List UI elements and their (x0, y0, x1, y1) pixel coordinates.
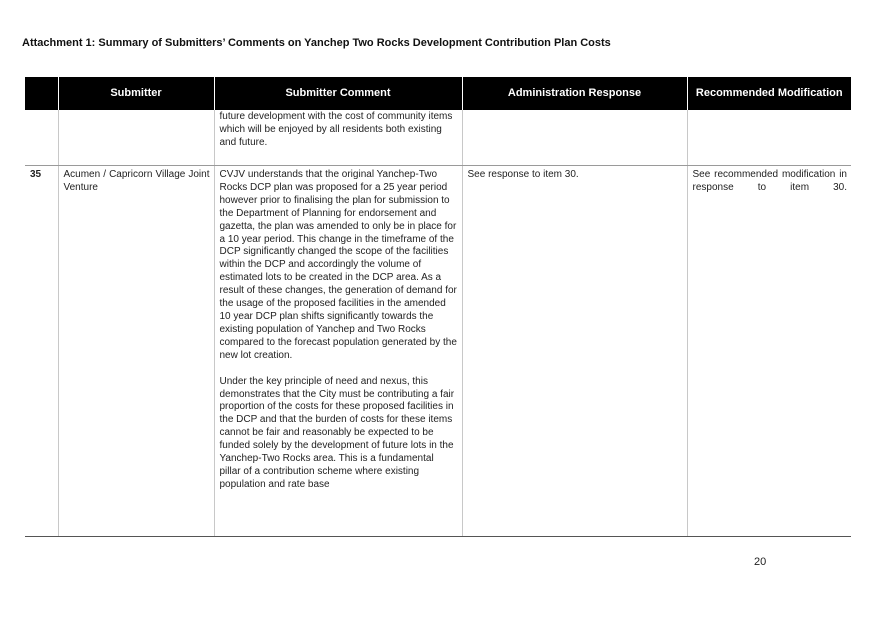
comment-paragraph: future development with the cost of community items which will be enjoyed by all residents both existing and future. (219, 111, 453, 148)
page-title: Attachment 1: Summary of Submitters’ Comments on Yanchep Two Rocks Development Contribution Plan Costs (22, 37, 611, 49)
item-number: 35 (25, 166, 58, 537)
header-administration-response: Administration Response (462, 77, 687, 110)
comment-paragraph: CVJV understands that the original Yanchep-Two Rocks DCP plan was proposed for a 25 year period however prior to finalising the plan for submission to the Department of Planning for endorsement and gazetta, the plan was amended to only be in place for a 10 year period. This change in the timeframe of the DCP significantly changed the scope of the facilities within the DCP and accordingly the volume of estimated lots to be created in the DCP area. As a result of these changes, the generation of demand for the usage of the proposed facilities in the amended 10 year DCP plan shifts significantly towards the existing population of Yanchep and Two Rocks compared to the forecast population generated by the new lot creation. (219, 169, 457, 361)
comment-paragraph: Under the key principle of need and nexus, this demonstrates that the City must be contributing a fair proportion of the costs for these proposed facilities in the DCP and that the burden of costs for these items cannot be fair and reasonably be expected to be funded solely by the development of future lots in the Yanchep-Two Rocks area. This is a fundamental pillar of a contribution scheme where existing population and rate base (219, 375, 455, 490)
submitter-cell: Acumen / Capricorn Village Joint Venture (58, 166, 214, 537)
response-cell: See response to item 30. (462, 166, 687, 537)
table-header-row (25, 77, 851, 110)
modification-cell: See recommended modification in response to item 30. (687, 166, 851, 537)
item-number (25, 110, 58, 166)
header-submitter: Submitter (58, 77, 214, 110)
comments-table (25, 77, 851, 537)
comment-cell (214, 166, 462, 537)
header-item-number (25, 77, 58, 110)
response-cell (462, 110, 687, 166)
header-submitter-comment: Submitter Comment (214, 77, 462, 110)
submitter-cell (58, 110, 214, 166)
header-recommended-modification: Recommended Modification (687, 77, 851, 110)
page-number: 20 (754, 556, 767, 568)
table-row (25, 166, 851, 537)
table-row (25, 110, 851, 166)
comment-cell (214, 110, 462, 166)
modification-cell (687, 110, 851, 166)
